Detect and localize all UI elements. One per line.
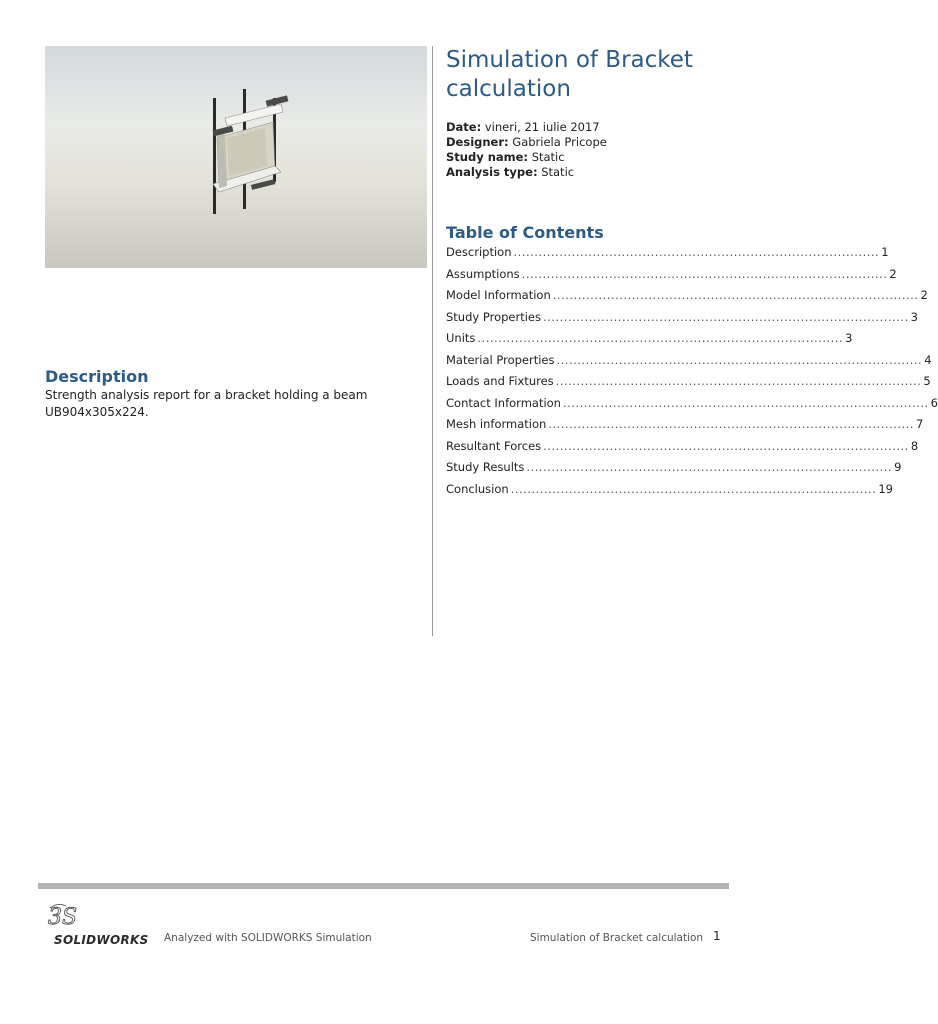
toc-entry[interactable] [446, 458, 902, 480]
designer-label: Designer: [446, 135, 509, 149]
study-name-label: Study name: [446, 150, 529, 164]
toc-leader-dots: ........................................................................................ [477, 331, 844, 345]
toc-entry-label: Contact Information [446, 395, 561, 410]
toc-leader-dots: ........................................................................................ [548, 417, 914, 431]
logo-text: SOLIDWORKS [54, 933, 149, 947]
toc-entry[interactable] [446, 308, 918, 330]
toc-entry-label: Resultant Forces [446, 438, 542, 453]
toc-entry[interactable] [446, 415, 924, 437]
toc-entry-label: Material Properties [446, 352, 555, 367]
toc-entry[interactable] [446, 437, 919, 459]
toc-heading: Table of Contents [446, 223, 604, 242]
toc-entry-label: Units [446, 331, 476, 345]
toc-entry-page: 4 [924, 352, 932, 367]
toc-entry[interactable] [446, 351, 932, 373]
toc-entry-page: 7 [916, 417, 924, 431]
analysis-type-value: Static [541, 165, 575, 179]
toc-entry[interactable] [446, 329, 853, 351]
table-of-contents [446, 243, 938, 501]
toc-leader-dots: ........................................................................................ [510, 481, 877, 496]
footer-rule [38, 883, 729, 889]
toc-leader-dots: ........................................................................................ [562, 395, 929, 410]
vertical-divider [432, 46, 433, 636]
toc-leader-dots: ........................................................................................ [521, 266, 888, 281]
model-image [45, 46, 427, 268]
solidworks-logo [44, 900, 154, 948]
toc-entry-page: 8 [910, 438, 919, 453]
toc-entry[interactable] [446, 480, 893, 502]
ds-logo-icon [44, 900, 84, 932]
description-heading: Description [45, 367, 149, 386]
designer-value: Gabriela Pricope [512, 135, 607, 149]
toc-entry-page: 3 [910, 309, 918, 324]
toc-entry-label: Model Information [446, 288, 551, 302]
designer-row [446, 135, 607, 150]
toc-entry-label: Study Properties [446, 309, 541, 324]
toc-entry[interactable] [446, 265, 897, 287]
toc-entry-page: 1 [881, 245, 889, 259]
toc-entry-label: Description [446, 245, 512, 259]
toc-entry-label: Assumptions [446, 266, 520, 281]
study-name-value: Static [531, 150, 565, 164]
toc-entry-page: 2 [889, 266, 897, 281]
svg-text:3S: 3S [48, 905, 78, 930]
date-value: vineri, 21 iulie 2017 [484, 120, 600, 134]
analysis-type-row [446, 165, 607, 180]
toc-leader-dots: ........................................................................................ [555, 374, 922, 388]
toc-entry[interactable] [446, 372, 931, 394]
report-metadata [446, 120, 607, 180]
toc-leader-dots: ........................................................................................ [543, 438, 909, 453]
toc-entry-label: Loads and Fixtures [446, 374, 554, 388]
toc-entry-page: 5 [923, 374, 931, 388]
toc-entry-page: 6 [930, 395, 938, 410]
toc-entry-page: 19 [878, 481, 893, 496]
date-label: Date: [446, 120, 482, 134]
toc-entry-label: Conclusion [446, 481, 509, 496]
footer-page-number: 1 [713, 929, 721, 943]
toc-leader-dots: ........................................................................................ [526, 460, 893, 474]
toc-leader-dots: ........................................................................................ [552, 288, 919, 302]
footer-analyzed-with: Analyzed with SOLIDWORKS Simulation [164, 932, 372, 944]
toc-entry[interactable] [446, 243, 889, 265]
toc-entry-label: Mesh information [446, 417, 547, 431]
toc-leader-dots: ........................................................................................ [556, 352, 923, 367]
footer-document-title: Simulation of Bracket calculation [530, 932, 704, 944]
bracket-model-illustration [45, 46, 427, 268]
toc-entry-label: Study Results [446, 460, 525, 474]
toc-entry[interactable] [446, 286, 928, 308]
description-text: Strength analysis report for a bracket holding a beam UB904x305x224. [45, 388, 368, 419]
toc-entry[interactable] [446, 394, 938, 416]
toc-leader-dots: ........................................................................................ [542, 309, 909, 324]
toc-entry-page: 2 [920, 288, 928, 302]
toc-leader-dots: ........................................................................................ [513, 245, 880, 259]
analysis-type-label: Analysis type: [446, 165, 538, 179]
report-title: Simulation of Bracket calculation [446, 47, 693, 102]
study-name-row [446, 150, 607, 165]
toc-entry-page: 9 [894, 460, 902, 474]
date-row [446, 120, 607, 135]
toc-entry-page: 3 [845, 331, 853, 345]
